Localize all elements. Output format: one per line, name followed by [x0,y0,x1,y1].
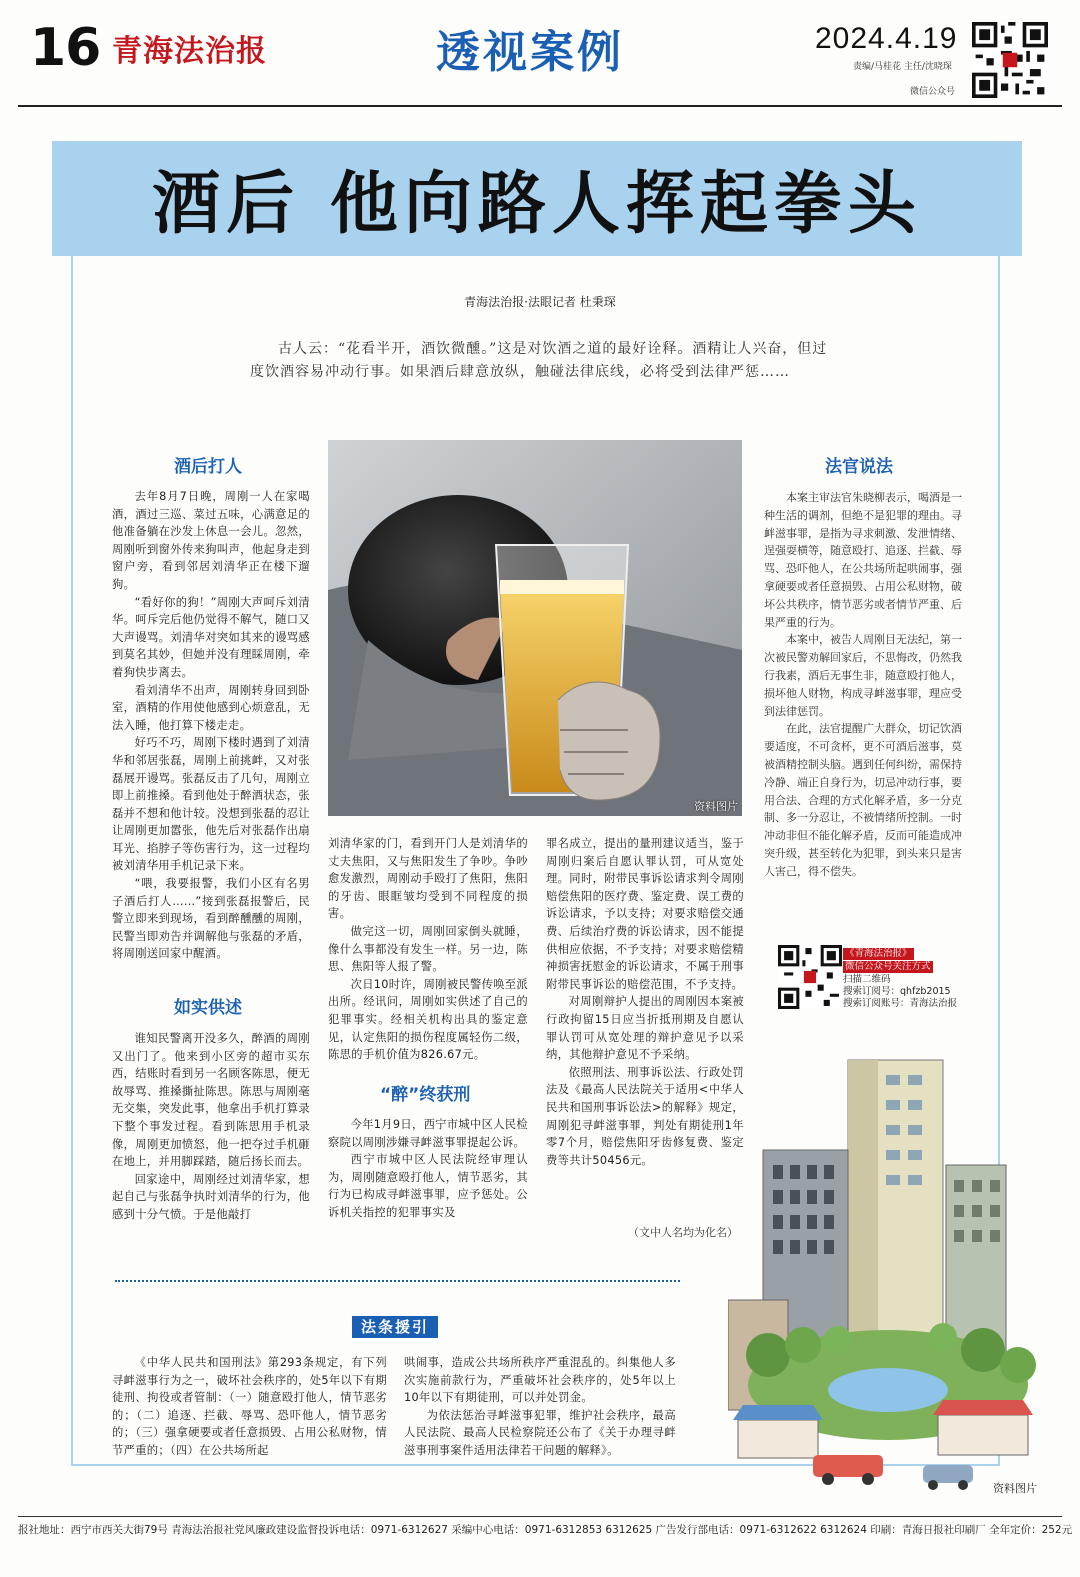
subhead-drunk-assault: 酒后打人 [174,457,242,477]
article-photo [328,440,742,816]
paragraph: 好巧不巧，周刚下楼时遇到了刘清华和邻居张磊，周刚上前挑衅，又对张磊展开谩骂。张磊反击了几句，周刚立即上前推搡。看到他处于醉酒状态，张磊并不想和他计较。没想到张磊的忍让让周刚更加嚣张，他先后对张磊作出扇耳光、掐脖子等伤害行为，这一过程均被刘清华用手机记录下来。 [112,736,310,873]
wechat-info [843,948,957,1010]
byline: 青海法治报·法眼记者 杜秉琛 [464,295,616,309]
wechat-line: 扫描二维码 [843,974,891,985]
dotted-divider [115,1280,680,1282]
paragraph: 为依法惩治寻衅滋事犯罪，维护社会秩序，最高人民法院、最高人民检察院还公布了《关于办理寻衅滋事刑事案件适用法律若干问题的解释》。 [404,1408,676,1457]
qr-code-icon[interactable] [972,22,1048,98]
verdict-body [546,835,744,1169]
headline: 酒后 他向路人挥起拳头 [152,164,922,244]
paragraph: 做完这一切，周刚回家倒头就睡，像什么事都没有发生一样。另一边，陈思、焦阳等人报了警。 [328,924,528,974]
paragraph: 今年1月9日，西宁市城中区人民检察院以周刚涉嫌寻衅滋事罪提起公诉。 [328,1118,528,1149]
footer-info: 报社地址：西宁市西关大街79号 青海法治报社党风廉政建设监督投诉电话：0971-6312627 采编中心电话：0971-6312853 6312625 广告发行部电话：0971-6312622 6312624 印刷：青海日报社印刷厂 全年定价：252元 [18,1524,1073,1536]
paragraph: 本案主审法官朱晓柳表示，喝酒是一种生活的调剂，但绝不是犯罪的理由。寻衅滋事罪，是指为寻求刺激、发泄情绪、逞强耍横等，随意殴打、追逐、拦截、辱骂、恐吓他人，在公共场所起哄闹事，强拿硬要或者任意损毁、占用公私财物，破坏公共秩序，情节恶劣或者情节严重、后果严重的行为。 [764,491,962,629]
law-text-left [112,1354,387,1460]
qr-caption: 微信公众号 [910,87,956,97]
page-number: 16 [30,18,101,78]
illustration-caption: 资料图片 [993,1482,1037,1495]
header-rule [18,105,1062,107]
paragraph: 罪名成立，提出的量刑建议适当，鉴于周刚归案后自愿认罪认罚，可从宽处理。同时，附带民事诉讼请求判令周刚赔偿焦阳的医疗费、鉴定费、误工费的诉讼请求，予以支持；对要求赔偿交通费、后续治疗费的诉讼请求，因不能提供相应依据，不予支持；对要求赔偿精神损害抚慰金的诉讼请求，不属于刑事附带民事诉讼的赔偿范围，不予支持。 [546,837,744,991]
paragraph: 西宁市城中区人民法院经审理认为，周刚随意殴打他人，情节恶劣，其行为已构成寻衅滋事罪，应予惩处。公诉机关指控的犯罪事实及 [328,1153,528,1219]
column-title: 透视案例 [436,27,624,78]
law-text-right [404,1354,676,1460]
drunk-man-with-beer-illustration [328,440,742,816]
middle-body [328,835,528,1064]
paragraph: 刘清华家的门，看到开门人是刘清华的丈夫焦阳，又与焦阳发生了争吵。争吵愈发激烈，周刚动手殴打了焦阳，焦阳的牙齿、眼眶皱均受到不同程度的损害。 [328,837,528,921]
editors-credit: 责编/马桂花 主任/沈晓琛 [853,62,952,72]
subhead-judge-says: 法官说法 [825,457,893,477]
paragraph: 本案中，被告人周刚目无法纪，第一次被民警劝解回家后，不思悔改，仍然我行我素，酒后无事生非，随意殴打他人，损坏他人财物，构成寻衅滋事罪，理应受到法律惩罚。 [764,633,962,718]
paragraph: 在此，法官提醒广大群众，切记饮酒要适度，不可贪杯，更不可酒后滋事，莫被酒精控制头脑。遇到任何纠纷，需保持冷静、端正自身行为，切忌冲动行事，要用合法、合理的方式化解矛盾，多一分克制、多一分忍让，不被情绪所控制。一时冲动非但不能化解矛盾，反而可能造成冲突升级，甚至转化为犯罪，到头来只是害人害己，得不偿失。 [764,722,962,878]
paragraph: 对周刚辩护人提出的周刚因本案被行政拘留15日应当折抵刑期及自愿认罪认罚可从宽处理的辩护意见予以采纳，其他辩护意见不予采纳。 [546,995,744,1062]
paragraph: 《中华人民共和国刑法》第293条规定，有下列寻衅滋事行为之一，破坏社会秩序的，处5年以下有期徒刑、拘役或者管制：（一）随意殴打他人，情节恶劣的；（二）追逐、拦截、辱骂、恐吓他人，情节恶劣的；（三）强拿硬要或者任意损毁、占用公私财物，情节严重的；（四）在公共场所起 [112,1356,387,1457]
subhead-confession: 如实供述 [174,998,242,1018]
paragraph: “喂，我要报警，我们小区有名男子酒后打人……”接到张磊报警后，民警立即来到现场，看到醉醺醺的周刚，民警当即劝告并调解他与张磊的矛盾，将周刚送回家中醒酒。 [112,877,310,961]
newspaper-masthead: 青海法治报 [112,34,267,69]
issue-date: 2024.4.19 [815,22,958,55]
paragraph: 去年8月7日晚，周刚一人在家喝酒，酒过三巡、菜过五味，心满意足的他准备躺在沙发上休息一会儿。忽然，周刚听到窗外传来狗叫声，他起身走到窗户旁，看到邻居刘清华正在楼下遛狗。 [112,490,310,591]
wechat-line: 搜索订阅账号：青海法治报 [843,998,958,1009]
law-citation-tag: 法条援引 [352,1316,438,1338]
paragraph: 次日10时许，周刚被民警传唤至派出所。经讯问，周刚如实供述了自己的犯罪事实。经相关机构出具的鉴定意见，认定焦阳的损伤程度属轻伤二级，陈思的手机价值为826.67元。 [328,977,528,1062]
names-note: （文中人名均为化名） [628,1226,738,1239]
paragraph: 谁知民警离开没多久，醉酒的周刚又出门了。他来到小区旁的超市买东西，结账时看到另一名顾客陈思，便无故辱骂、推搡撕扯陈思。陈思与周刚毫无交集，突发此事，他拿出手机打算录下整个事发过程。看到陈思用手机录像，周刚更加愤怒，他一把夺过手机砸在地上，并用脚踩踏，随后扬长而去。 [112,1032,310,1169]
wechat-line: 微信公众号关注方式 [845,961,931,972]
wechat-line: 搜索订阅号：qhfzb2015 [843,986,951,997]
paragraph: 回家途中，周刚经过刘清华家，想起自己与张磊争执时刘清华的行为，他感到十分气愤。于是他敲打 [112,1172,310,1221]
wechat-qr-icon[interactable] [778,945,842,1009]
lead-paragraph: 古人云：“花看半开，酒饮微醺。”这是对饮酒之道的最好诠释。酒精让人兴奋，但过度饮酒容易冲动行事。如果酒后肆意放纵，触碰法律底线，必将受到法律严惩…… [250,341,828,380]
paragraph: “看好你的狗！”周刚大声呵斥刘清华。呵斥完后他仍觉得不解气，随口又大声谩骂。刘清华对突如其来的谩骂感到莫名其妙，但她并没有理睬周刚，牵着狗快步离去。 [112,595,310,679]
section-1-body [112,488,310,963]
paragraph: 看刘清华不出声，周刚转身回到卧室，酒精的作用使他感到心烦意乱，无法入睡，他打算下楼走走。 [112,683,310,732]
subhead-sentenced: “醉”终获刑 [380,1085,471,1105]
paragraph: 哄闹事，造成公共场所秩序严重混乱的。纠集他人多次实施前款行为，严重破坏社会秩序的，处5年以上10年以下有期徒刑，可以并处罚金。 [404,1356,676,1405]
section-3-body [328,1116,528,1222]
footer-rule [18,1516,1062,1517]
wechat-tag: 《青海法治报》 [845,948,912,959]
section-2-body [112,1030,310,1224]
judge-body [764,489,962,881]
city-park-illustration [728,1055,1058,1505]
photo-caption: 资料图片 [694,800,738,813]
paragraph: 依照刑法、刑事诉讼法、行政处罚法及《最高人民法院关于适用<中华人民共和国刑事诉讼法>的解释》规定，周刚犯寻衅滋事罪，判处有期徒刑1年零7个月，赔偿焦阳牙齿修复费、鉴定费等共计50456元。 [546,1065,744,1167]
